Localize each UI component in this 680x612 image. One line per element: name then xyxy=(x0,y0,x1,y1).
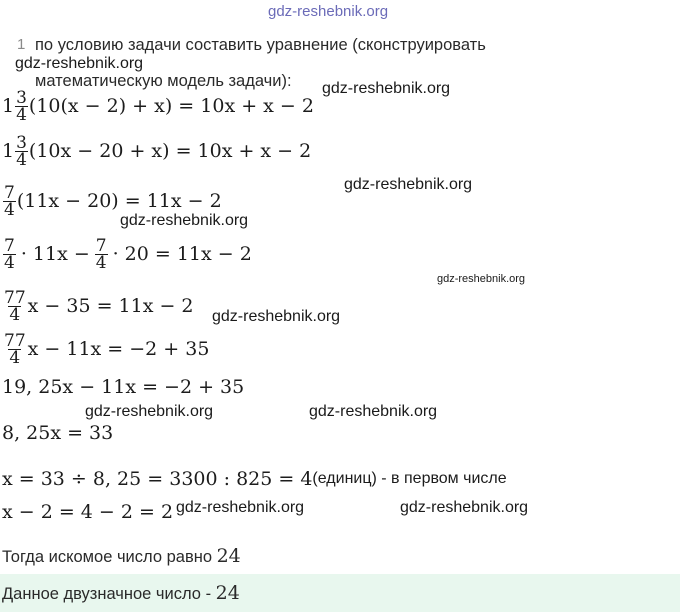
fraction: $\frac{77}{4}$ xyxy=(4,330,26,368)
equation-6: $\frac{77}{4}$ x − 11x = −2 + 35 xyxy=(4,330,210,368)
equation-8: 8, 25x = 33 xyxy=(2,422,114,444)
fraction: $\frac{7}{4}$ xyxy=(4,182,15,220)
watermark: gdz-reshebnik.org xyxy=(322,80,451,97)
watermark: gdz-reshebnik.org xyxy=(437,273,526,285)
equation-1: 1 $\frac{3}{4}$ (10(x − 2) + x) = 10x + x − 2 xyxy=(2,87,314,125)
fraction: $\frac{3}{4}$ xyxy=(16,87,27,125)
step-text-line1: по условию задачи составить уравнение (сконструировать xyxy=(35,36,486,54)
step-text-line2: математическую модель задачи): xyxy=(35,72,292,90)
conclusion-line: Тогда искомое число равно 24 xyxy=(2,545,241,567)
equation-5: $\frac{77}{4}$ x − 35 = 11x − 2 xyxy=(4,287,194,325)
equation-10: x − 2 = 4 − 2 = 2 xyxy=(2,501,174,523)
answer-line: Данное двузначное число - 24 xyxy=(2,582,240,604)
equation-4: $\frac{7}{4}$ · 11x − $\frac{7}{4}$ · 20 = 11x − 2 xyxy=(4,235,252,273)
fraction: $\frac{7}{4}$ xyxy=(95,235,107,273)
watermark: gdz-reshebnik.org xyxy=(15,55,144,72)
equation-9: x = 33 ÷ 8, 25 = 3300 : 825 = 4 (единиц) - в первом числе xyxy=(2,468,507,490)
fraction: $\frac{77}{4}$ xyxy=(4,287,26,325)
watermark: gdz-reshebnik.org xyxy=(176,499,305,516)
step-number: 1 xyxy=(17,36,26,53)
fraction: $\frac{3}{4}$ xyxy=(16,132,27,170)
equation-3: $\frac{7}{4}$ (11x − 20) = 11x − 2 xyxy=(4,182,222,220)
watermark: gdz-reshebnik.org xyxy=(344,176,473,193)
fraction: $\frac{7}{4}$ xyxy=(4,235,15,273)
watermark: gdz-reshebnik.org xyxy=(85,403,214,420)
equation-7: 19, 25x − 11x = −2 + 35 xyxy=(2,376,245,398)
equation-2: 1 $\frac{3}{4}$ (10x − 20 + x) = 10x + x − 2 xyxy=(2,132,312,170)
watermark: gdz-reshebnik.org xyxy=(400,499,529,516)
watermark: gdz-reshebnik.org xyxy=(120,212,249,229)
watermark: gdz-reshebnik.org xyxy=(309,403,438,420)
watermark-top: gdz-reshebnik.org xyxy=(268,3,389,20)
watermark: gdz-reshebnik.org xyxy=(212,308,341,325)
